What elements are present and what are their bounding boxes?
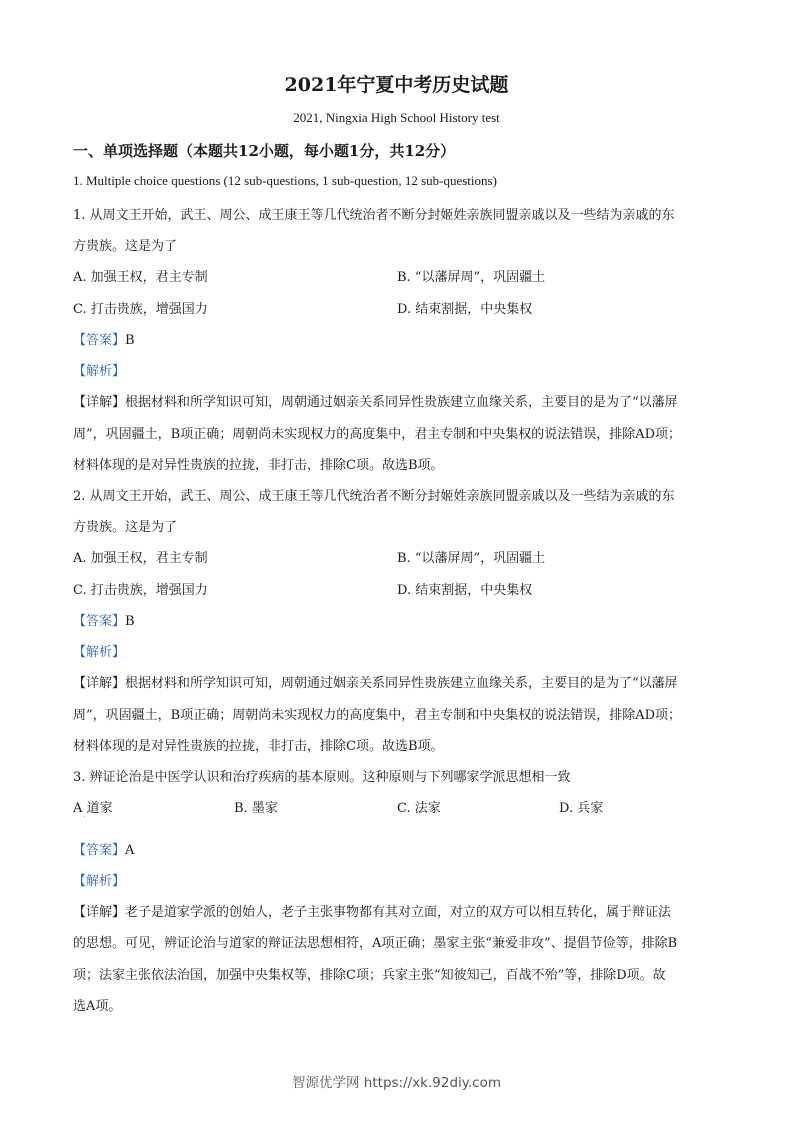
detail-text: 老子是道家学派的创始人，老子主张事物都有其对立面，对立的双方可以相互转化，属于辩证法: [125, 905, 672, 920]
answer-value: B: [125, 614, 135, 629]
q2-analysis-tag: 【解析】: [73, 645, 126, 660]
stray-mark: [84, 816, 85, 817]
q1-stem-line1: 1. 从周文王开始，武王、周公、成王康王等几代统治者不断分封姬姓亲族同盟亲戚以及一些结为亲戚的东: [73, 208, 675, 223]
q3-detail-line4: 选A项。: [73, 999, 122, 1014]
q2-stem-line1: 2. 从周文王开始，武王、周公、成王康王等几代统治者不断分封姬姓亲族同盟亲戚以及一些结为亲戚的东: [73, 489, 675, 504]
q1-stem-line2: 方贵族。这是为了: [73, 239, 178, 254]
q1-answer: [73, 329, 135, 348]
detail-tag: 【详解】: [73, 395, 126, 410]
detail-tag: 【详解】: [73, 676, 126, 691]
q2-option-a: A. 加强王权，君主专制: [73, 551, 208, 566]
q1-option-a: A. 加强王权，君主专制: [73, 270, 208, 285]
answer-value: A: [125, 843, 135, 858]
q3-detail-line1: [73, 901, 671, 920]
detail-text: 根据材料和所学知识可知，周朝通过姻亲关系同异性贵族建立血缘关系，主要目的是为了“以藩屏: [125, 676, 678, 691]
q2-stem-line2: 方贵族。这是为了: [73, 520, 178, 535]
q2-option-d: D. 结束割据，中央集权: [397, 583, 533, 598]
detail-text: 根据材料和所学知识可知，周朝通过姻亲关系同异性贵族建立血缘关系，主要目的是为了“以藩屏: [125, 395, 678, 410]
q3-analysis-tag: 【解析】: [73, 874, 126, 889]
section-heading: 一、单项选择题（本题共12小题，每小题1分，共12分）: [73, 142, 456, 160]
page-subtitle: 2021, Ningxia High School History test: [293, 110, 500, 125]
q3-detail-line2: 的思想。可见，辨证论治与道家的辩证法思想相符，A项正确；墨家主张“兼爱非攻”、提倡节俭等，排除B: [73, 936, 678, 951]
q3-option-d: D. 兵家: [559, 801, 604, 816]
q1-detail-line3: 材料体现的是对异性贵族的拉拢，非打击，排除C项。故选B项。: [73, 458, 444, 473]
q3-answer: [73, 839, 134, 858]
q2-detail-line3: 材料体现的是对异性贵族的拉拢，非打击，排除C项。故选B项。: [73, 739, 444, 754]
q3-option-a: A 道家: [73, 801, 113, 816]
q3-detail-line3: 项；法家主张依法治国，加强中央集权等，排除C项；兵家主张“知彼知己，百战不殆”等，排除D项。故: [73, 968, 666, 983]
q2-detail-line1: [73, 672, 678, 691]
q3-stem-line1: 3. 辨证论治是中医学认识和治疗疾病的基本原则。这种原则与下列哪家学派思想相一致: [73, 770, 571, 785]
q1-detail-line2: 周”，巩固疆土，B项正确；周朝尚未实现权力的高度集中，君主专制和中央集权的说法错误，排除AD项；: [73, 427, 682, 442]
q2-option-b: B. “以藩屏周”，巩固疆土: [397, 551, 546, 566]
q1-detail-line1: [73, 391, 678, 410]
detail-tag: 【详解】: [73, 905, 126, 920]
footer-watermark: 智源优学网 https://xk.92diy.com: [292, 1075, 501, 1091]
q1-analysis-tag: 【解析】: [73, 364, 126, 379]
q2-detail-line2: 周”，巩固疆土，B项正确；周朝尚未实现权力的高度集中，君主专制和中央集权的说法错误，排除AD项；: [73, 708, 682, 723]
q1-option-d: D. 结束割据，中央集权: [397, 302, 533, 317]
answer-tag: 【答案】: [73, 614, 126, 629]
q2-option-c: C. 打击贵族，增强国力: [73, 583, 208, 598]
answer-tag: 【答案】: [73, 333, 126, 348]
q1-option-c: C. 打击贵族，增强国力: [73, 302, 208, 317]
answer-tag: 【答案】: [73, 843, 126, 858]
page-title: 2021年宁夏中考历史试题: [284, 74, 509, 96]
q2-answer: [73, 610, 135, 629]
q3-option-b: B. 墨家: [234, 801, 278, 816]
q3-option-c: C. 法家: [397, 801, 441, 816]
q1-option-b: B. “以藩屏周”，巩固疆土: [397, 270, 546, 285]
section-english: 1. Multiple choice questions (12 sub-questions, 1 sub-question, 12 sub-questions): [73, 173, 497, 188]
answer-value: B: [125, 333, 135, 348]
